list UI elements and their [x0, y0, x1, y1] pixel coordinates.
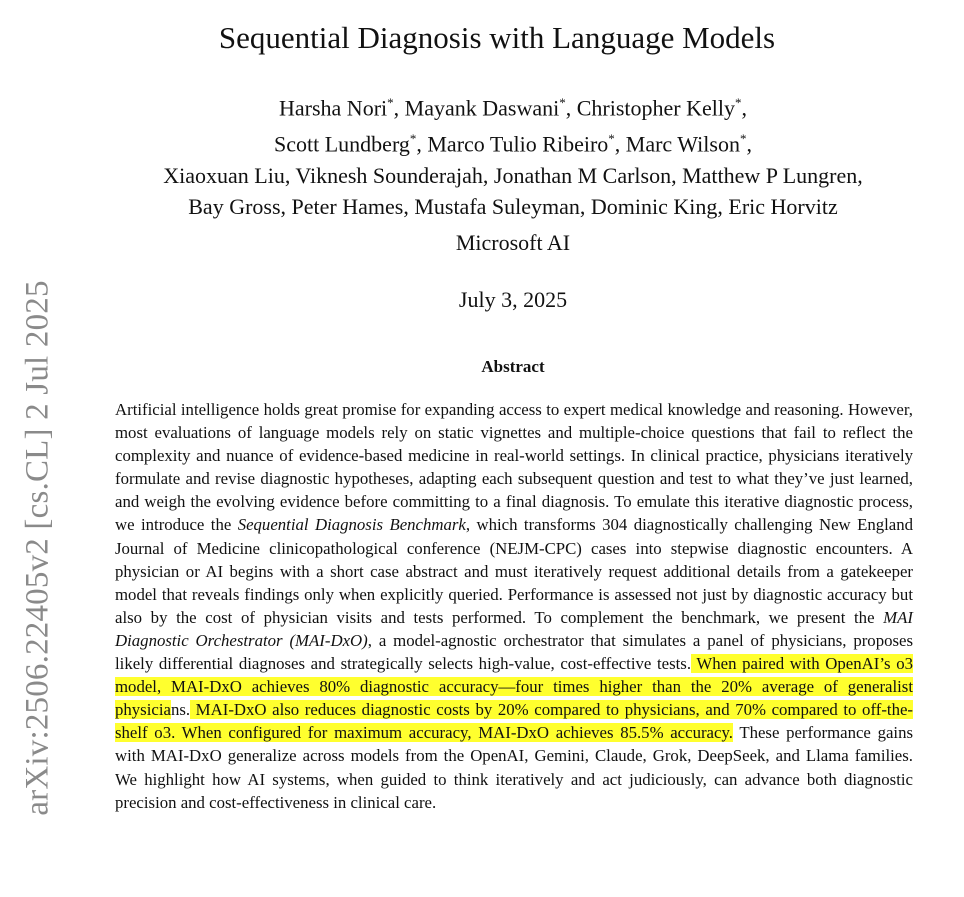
- abstract-text: ns.: [170, 700, 191, 720]
- paper-title: Sequential Diagnosis with Language Models: [218, 20, 776, 55]
- abstract-text: , which transforms 304 diagnostically challenging New England Journal of Medicine clinicopathological conference (NEJM-CPC) cases into stepwise diagnostic encounters. A physician or AI begins with a short case abstract and must iteratively request additional details from a gatekeeper model that reveals findings only when explicitly queried. Performance is assessed not just by diagnostic accuracy but also by the cost of physician visits and tests performed. To complement the benchmark, we present the: [115, 515, 913, 627]
- abstract-heading: Abstract: [481, 357, 545, 376]
- equal-contribution-marker: *: [409, 131, 417, 147]
- abstract-text: These performance gains with MAI-DxO generalize across models from the OpenAI, Gemini, Claude, Grok, DeepSeek, and Llama families. We highlight how AI systems, when guided to think iteratively and act judiciously, can advance both diagnostic precision and cost-effectiveness in clinical care.: [115, 723, 913, 812]
- author-line: Scott Lundberg*, Marco Tulio Ribeiro*, Marc Wilson*,: [274, 131, 752, 157]
- orchestrator-name: MAI Diagnostic Orchestrator (MAI-DxO): [115, 607, 913, 650]
- arxiv-stamp: arXiv:2506.22405v2 [cs.CL] 2 Jul 2025: [19, 280, 56, 816]
- equal-contribution-marker: *: [387, 95, 394, 110]
- benchmark-name: Sequential Diagnosis Benchmark: [237, 515, 466, 535]
- highlighted-text: When paired with OpenAI’s o3 model, MAI-DxO achieves 80% diagnostic accuracy—four times higher than the 20% average of generalist physicia: [115, 654, 913, 720]
- author-line: Bay Gross, Peter Hames, Mustafa Suleyman, Dominic King, Eric Horvitz: [188, 193, 838, 219]
- author-line: Xiaoxuan Liu, Viknesh Sounderajah, Jonathan M Carlson, Matthew P Lungren,: [163, 162, 863, 188]
- author-list: [90, 87, 936, 222]
- affiliation: Microsoft AI: [455, 230, 571, 255]
- abstract-text: Artificial intelligence holds great promise for expanding access to expert medical knowledge and reasoning. However, most evaluations of language models rely on static vignettes and multiple-choice questions that fail to reflect the complexity and nuance of evidence-based medicine in real-world settings. In clinical practice, physicians iteratively formulate and revise diagnostic hypotheses, adapting each subsequent question and test to what they’ve just learned, and weigh the evolving evidence before committing to a final diagnosis. To emulate this iterative diagnostic process, we introduce the: [115, 400, 913, 535]
- author-line: Harsha Nori*, Mayank Daswani*, Christopher Kelly*,: [279, 95, 747, 121]
- abstract-body: [115, 398, 913, 814]
- publication-date: July 3, 2025: [458, 287, 568, 312]
- highlighted-text: MAI-DxO also reduces diagnostic costs by 20% compared to physicians, and 70% compared to off-the-shelf o3. When configured for maximum accuracy, MAI-DxO achieves 85.5% accuracy.: [115, 700, 913, 743]
- abstract-text: , a model-agnostic orchestrator that simulates a panel of physicians, proposes likely differential diagnoses and strategically selects high-value, cost-effective tests.: [115, 630, 913, 674]
- equal-contribution-marker: *: [739, 131, 747, 147]
- equal-contribution-marker: *: [734, 95, 742, 110]
- equal-contribution-marker: *: [559, 95, 566, 110]
- equal-contribution-marker: *: [608, 131, 615, 147]
